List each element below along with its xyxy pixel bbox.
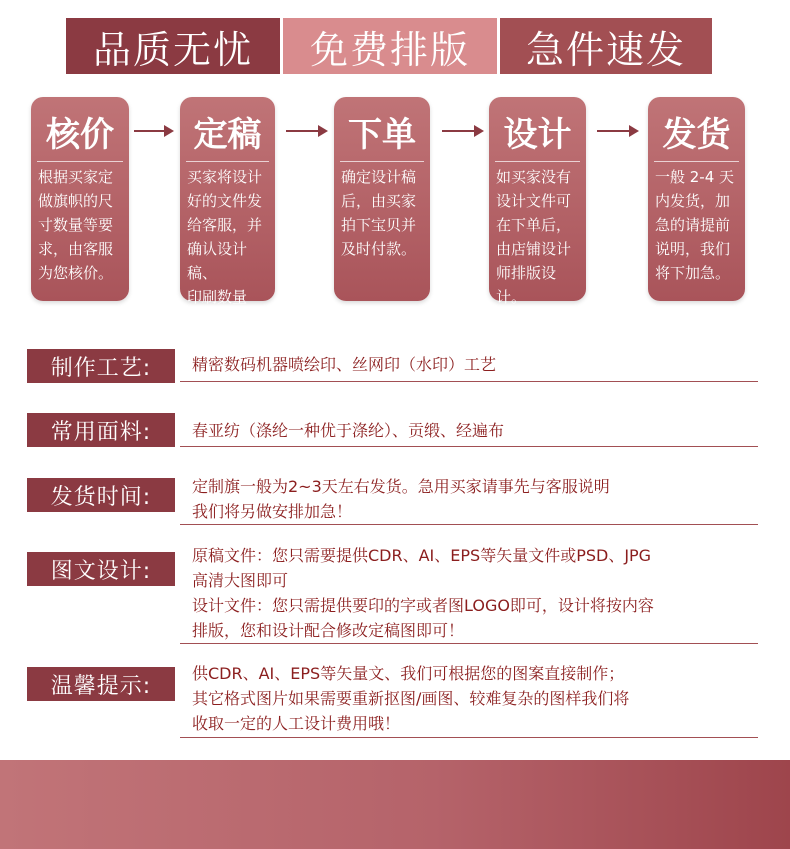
banner-quality-tab: 品质无忧 (66, 18, 280, 74)
step-ship (648, 97, 745, 301)
arrow-right-icon (286, 130, 326, 132)
info-line: 春亚纺（涤纶一种优于涤纶）、贡缎、经遍布 (192, 421, 505, 440)
step-divider (495, 161, 580, 162)
info-line: 精密数码机器喷绘印、丝网印（水印）工艺 (192, 355, 497, 374)
info-line: 定制旗一般为2~3天左右发货。急用买家请事先与客服说明 (192, 477, 610, 496)
arrow-right-icon (442, 130, 482, 132)
label-fabric: 常用面料: (27, 413, 175, 447)
step-title: 核价 (46, 114, 114, 155)
graphic-design-text (192, 543, 760, 643)
step-divider (654, 161, 739, 162)
step-description: 确定设计稿 后，由买家 拍下宝贝并 及时付款。 (341, 168, 417, 258)
info-line: 其它格式图片如果需要重新抠图/画图、较难复杂的图样我们将 (192, 689, 630, 708)
banner-free-layout-tab: 免费排版 (283, 18, 497, 74)
step-title: 设计 (503, 114, 572, 155)
shipping-time-text (192, 474, 760, 524)
step-description: 如买家没有 设计文件可 在下单后， 由店铺设计 师排版设计。 (496, 168, 572, 306)
arrow-right-icon (134, 130, 172, 132)
row-divider (180, 737, 758, 738)
info-line: 设计文件：您只需提供要印的字或者图LOGO即可，设计将按内容 (192, 596, 654, 615)
step-description: 一般 2-4 天 内发货，加 急的请提前 说明，我们 将下加急。 (655, 168, 735, 282)
row-divider (180, 524, 758, 525)
info-line: 原稿文件：您只需要提供CDR、AI、EPS等矢量文件或PSD、JPG (192, 546, 652, 565)
footer-bar (0, 760, 790, 849)
step-finalize (180, 97, 275, 330)
craft-text (192, 352, 760, 377)
step-title: 发货 (662, 114, 731, 155)
label-tips: 温馨提示: (27, 667, 175, 701)
tips-text (192, 661, 760, 736)
label-craft: 制作工艺: (27, 349, 175, 383)
step-title: 定稿 (193, 114, 262, 155)
label-shipping-time: 发货时间: (27, 478, 175, 512)
step-divider (186, 161, 269, 162)
fabric-text (192, 418, 760, 443)
step-description: 买家将设计 好的文件发 给客服，并 确认设计稿、 印刷数量等。 (187, 168, 263, 330)
step-divider (340, 161, 424, 162)
info-line: 供CDR、AI、EPS等矢量文、我们可根据您的图案直接制作； (192, 664, 625, 683)
info-line: 收取一定的人工设计费用哦！ (192, 714, 401, 733)
row-divider (180, 643, 758, 644)
arrow-right-icon (597, 130, 637, 132)
row-divider (180, 446, 758, 447)
step-description: 根据买家定 做旗帜的尺 寸数量等要 求，由客服 为您核价。 (38, 168, 114, 282)
info-line: 高清大图即可 (192, 571, 289, 590)
label-graphic-design: 图文设计: (27, 552, 175, 586)
row-divider (180, 381, 758, 382)
step-order (334, 97, 430, 301)
step-divider (37, 161, 123, 162)
info-line: 排版，您和设计配合修改定稿图即可！ (192, 621, 465, 640)
banner-express-tab: 急件速发 (500, 18, 712, 74)
step-design (489, 97, 586, 306)
step-title: 下单 (348, 114, 416, 155)
info-line: 我们将另做安排加急！ (192, 502, 353, 521)
step-quote (31, 97, 129, 301)
